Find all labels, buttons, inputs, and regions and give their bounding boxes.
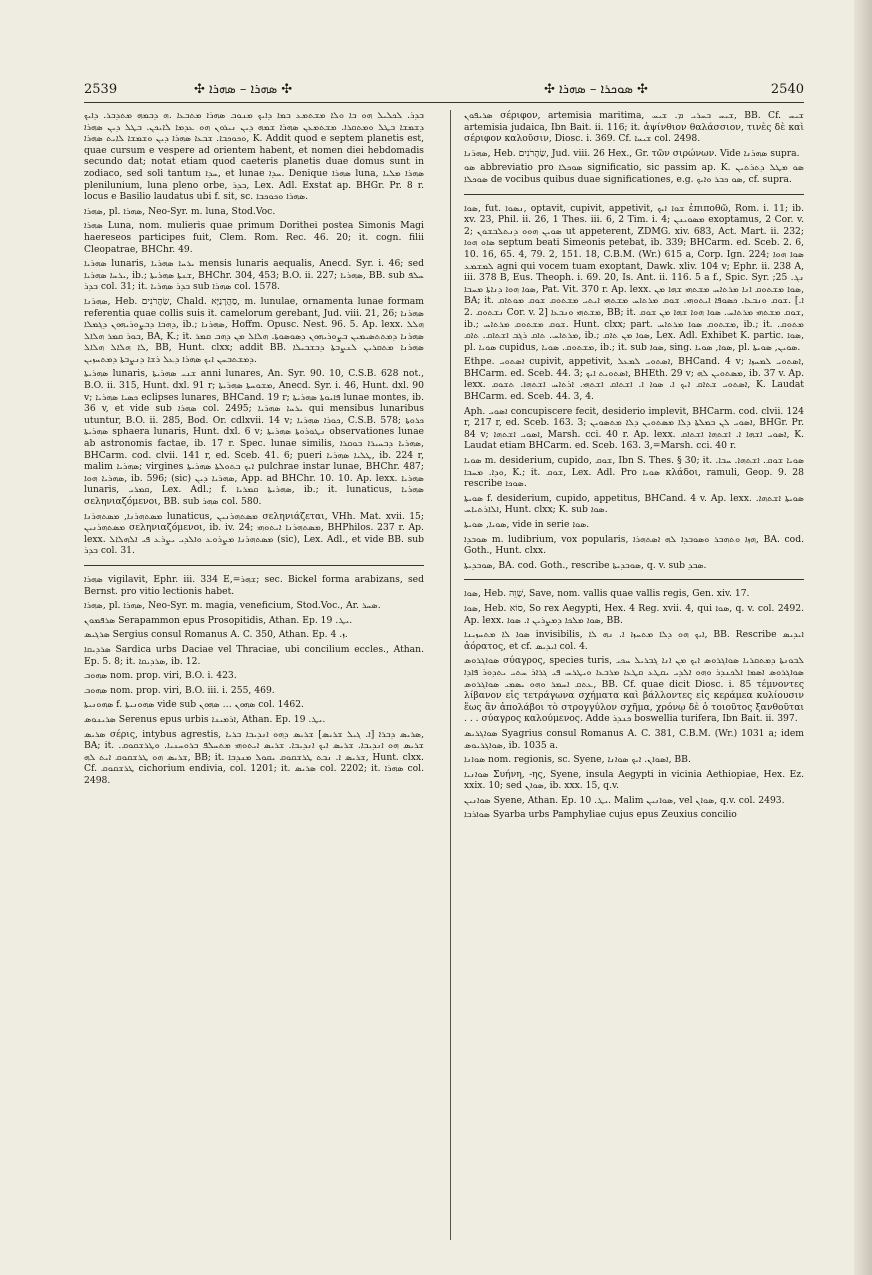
entry: ܣܗܘܒ nom. prop. viri, B.O. i. 423.	[84, 670, 237, 682]
entry: ܣܪܦܡܘܢ Serapammon epus Prosopitidis, Athan. Ep. ܝܛ. 19.	[84, 614, 353, 626]
entry: ܣܘܐܓܪܘܣ σύαγρος, species turis, ܠܒܘܢܬܐ ܕܡܬܩܪܝܐ ܣܘܐܓܪܘܣ ܐܝܟ ܡܢ ܐܢܐ ܓܒܪܝܠ ܚܟܝ ܣܘܐܓܪܘܣ ܐܣܡܐ ܐܠܟܢܕܪ ܘܗܘ ܐܠܕܝ ܝܩܛܥ ܩܛܥܐ ܡܪܒܥܐ ܘܝܛܪܚ ܦܝ ܓܪܐܪ ܚܬܝ ܝܬܕܘܪ ܦܐܕܐ ܥܬܩ ܐܚܡܪ ܘܗܘ ܝܣܡܝ ܣܘܐܓܪܘܣ, BB. Cf. quae dicit Diosc. i. 85 τέμνοντες λίβανον εἰς τετράγωνα σχήματα καὶ βάλλοντες εἰς κεράμεα κυλίουσιν ἕως ἂν ἀπολάβοι τὸ στρογγύλον σχῆμα, χρόνῳ δὲ ὁ τοιοῦτος ξανθοῦται . . . σύαγρος καλούμενος. Adde ܟܢܕܪ boswellia turifera, Ibn Bait. ii. 397.	[464, 655, 804, 725]
entry: ܣܘܝܐ, ܣܘܝܬܐ, vide in serie ܣܘܐ.	[464, 519, 590, 530]
entry: ܣܗܪܝܐ lunaris, ܝܪܚܐ ܣܗܪܝܐ mensis lunaris aequalis, Anecd. Syr. i. 46; sed ܝܪܚܐ ܣܗܪܝܐ, ib.; ܫܢܬܐ ܣܗܪܝܬܐ, BHChr. 304, 453; B.O. ii. 227; ܣܗܪܝܐ, BB. sub ܚܠܦ ܒܕܪ col. 31; it. ܒܕܪ ܣܗܪܝܐ sub ܣܗܪܐ col. 1578.	[84, 258, 424, 293]
entry: ܣܘܐ ܠܐ ܡܬܚܙܝܢܐ invisibilis, ܐܝܟ ܗܘ ܕܠܐ ܡܬܚܙܐ ܐ. ܢܗ ܠܐ, BB. Rescribe ܐܝܕܝܣ ἀόρατος, et cf. ܐܝܕܝܣ col. 4.	[464, 629, 805, 652]
section-rule	[84, 565, 424, 566]
entry: ܡܣܬܗܪܢܐ, ܡܣܬܗܪܢܐ lunaticus, ܡܣܬܗܪܢܝܢ σεληνιάζεται, VHh. Mat. xvii. 15; ܡܣܬܗܪܢܝܢ σεληνιαζόμενοι, ib. iv. 24; ܡܣܬܗܪܢܐ ܐܝܬܘܗܝ, BHPhilos. 237 r. Ap. lexx. ܡܣܬܗܪܢܐ ܡܨܪܘܥ ܘܐܠܕܝ ܝܨܪܥ ܦܝ ܐܠܗܠܐܠ (sic), Lex. Adl., et vide BB. sub ܒܕܪ col. 31.	[84, 510, 424, 557]
left-column	[84, 110, 424, 789]
entry: ܣܗܪܐ, pl. ܣܗܪܐ, Neo-Syr. m. magia, veneficium, Stod.Voc., Ar. ܣܚܪ.	[84, 600, 381, 612]
entry: ܣܪܕܝܩܐ Sardica urbs Daciae vel Thraciae, ubi concilium eccles., Athan. Ep. 5. 8; it. ܣܪܕܝܩܐ, ib. 12.	[84, 643, 424, 667]
entry: ܣܘܐܢܝܢ Syene, Athan. Ep. ܝܛ. 10. Malim ܣܘܐܢܝܢ, vel ܣܘܐܢ, q.v. col. 2493.	[464, 794, 785, 806]
entry: Ethpe. ܐܣܬܘܝ cupivit, appetivit, ܐܣܬܘܝ ܠܡܥܠ, BHCand. 4 v; ܐܣܬܘܝ ܠܡܚܙܐ, BHCarm. ed. Sceb. 44. 3; ܐܣܬܘܝܬ ܐܝܟ, BHEth. 29 v; ܡܣܬܘܝܢ ܠܗ, ib. 37 v. Ap. lexx. ܐܣܬܘܝ ܫܬܐܩ ܐܝܟ ܐ. ܣܘܐ ܐ. ܐܫܬܐܩ ܐܫܬܗܝ. ܐܪܬܐܚ ܐܫܬܗܐ. ܬܫܘܩ, K. Laudat BHCarm. ed. Sceb. 44. 3, 4.	[464, 356, 804, 403]
entry: ܣܗܘܢܝܬܐ f. ܣܗܘܢܝܬܐ vide sub ܣܗܘܢ … ܣܗܘܢ col. 1462.	[84, 699, 304, 711]
entry: ܣܘܒܕܐ m. ludibrium, vox popularis, ܗܙܐ ܘܬܗܒܪ ܘܣܘܒܕܐ ܠܗ ܐܣܬܗܪܐ, BA. cod. Goth., Hunt. clxx.	[464, 533, 804, 557]
page-number-left: 2539	[84, 82, 118, 97]
running-title-right: ✣ ܣܘܟܪܐ – ܣܗܪܐ ✣	[544, 82, 648, 97]
entry: ܣܗܪܢܐ, Heb. שַׂהֲרֹנִים, Jud. viii. 26 Hex., Gr. τῶν σιρώνων. Vide ܣܗܪܢܐ supra.	[464, 147, 800, 159]
entry: ܣܪܓܝܣ Sergius consul Romanus A. C. 350, Athan. Ep. ܙ. 4.	[84, 629, 348, 641]
entry: ܣܘܐܢܐ nom. regionis, sc. Syene, ܐܣܘܐܢ. ܐܝܟ ܣܘܐܢܐ, BB.	[464, 754, 691, 766]
entry: ܣܗܪܐ vigilavit, Ephr. iii. 334 E,=ܫܗܪ; sec. Bickel forma arabizans, sed Bernst. pro vitio lectionis habet.	[84, 573, 424, 597]
entry: ܣܗܘܒ nom. prop. viri, B.O. iii. i. 255, 469.	[84, 684, 275, 696]
section-rule	[464, 579, 804, 580]
entry: ܣܘܐ, fut. ܢܣܘܐ, optavit, cupivit, appetivit, ܫܘܐ ܐܝܟ ἐπιποθῶ, Rom. i. 11; ib. xv. 23, Phil. ii. 26, 1 Thes. iii. 6, 2 Tim. i. 4; ܡܣܘܝܢܢ exoptamus, 2 Cor. v. 2; ܣܘܝܢ ܗܘܘ ܕܢܬܠܒܫܘܢ ut appeterent, ZDMG. xiv. 683, Act. Mart. ii. 232; ܣܐܘ ܗܘܐ septum beati Simeonis petebat, ib. 339; BHCarm. ed. Sceb. 2. 6, 10. 16, 65. 4, 79. 2, 151. 18, C.B.M. (Wr.) 615 a, Corp. Ign. 224; ܣܘܐ ܗܘܐ ܠܡܫܡܥ agni qui vocem tuam exoptant, Dawk. xliv. 104 v; Ephr. ii. 238 A, iii. 378 B, Eus. Theoph. i. 69. 20, Is. Ant. ii. 116. 5 a f., Spic. Syr. ܢܓ. 25; ܣܘܐ ܗܘܐ ܕܢܐܬܐ ܡܚܒܐ, Pat. Vit. 370 r. Ap. lexx. ܣܘܐ ܡܫܬܘܩ ܐܢܐ ܡܪܬܐܚ ܡܫܬܗܝ ܫܗܐ ܡܢ, BA; it. ܫܘܩ ܘܢܒܥܐ. ܟܣܘܦܐ ܐܝܬܘܗܝ. ܫܘܩ ܡܪܬܐܚ ܡܫܬܗܝ ܐܝܬܝ ܡܫܬܘܩ ܫܘܩ ܡܘܬܐܩ. [ܐ. ܢܫܬܘܩ .2 Cor. v. 2] ܡܫܬܗܝ ܘܢܒܥܐ, BB; it. ܫܘܩ ܡܫܬܗܝ ܡܪܬܐܚ. ܣܘܐ ܗܘܐ ܫܗܐ ܡܢ ܫܘܩ, ib.; ܫܘܩ ܡܫܬܘܩ ܡܪܬܐܚ. Hunt. clxx; part. ܡܫܬܘܩ ܣܘܐ ܡܪܬܐܚ, ib.; it. ܡܬܘܩ. ܡܪܬܐܚ. ܬܐܩ ܪܓܒ ܐܫܬܐܩ. ܬܐܩ, ib.; ܣܘܐ ܡܢ ܬܐܩ, Lex. Adl. Exhibet K. partic. ܣܘܐ, pl. ܣܘܝܐ cupidus, ܡܫܬܘܩ. ܣܘܝܐ, ib.; it. sub ܣܘܐ, sing. ܣܘܐ, ܣܘܝܐ, pl. ܣܘܝܢ, ܣܘܝܬܐ.	[464, 202, 805, 353]
section-rule	[464, 194, 804, 195]
entry: ܣܘܐܪܒܐ Syarba urbs Pamphyliae cujus epus Zeuxius concilio	[464, 809, 737, 821]
page-number-right: 2540	[770, 82, 804, 97]
running-title-left: ✣ ܣܗܪܐ – ܣܗܪܐ ✣	[194, 82, 293, 97]
entry: ܣܘ abbreviatio pro ܣܘܟܠܐ significatio, sic passim ap. K. ܣܘ ܡܛܠ ܕܬܪܬܝܢ ܣܘܟܠܐ de vocibus quibus duae significationes, e.g. ܣܘ ܟܒܪ ܘܐܝܟ, cf. supra.	[464, 162, 804, 185]
entry: ܣܪܝܢܘܣ Serenus epus urbis ܐܪܡܝܢܐ, Athan. Ep. ܝܛ. 19.	[84, 713, 326, 725]
entry: ܣܘܝܐ m. desiderium, cupido, ܫܘܩ, Ibn S. Thes. § 30; it. ܣܘܝܐ ܫܘܩ. ܐܫܬܗܐ. ܚܒܐ. ܘܕܐ. ܡܚܒܐ, K.; it. ܫܘܩ, Lex. Adl. Pro ܣܘܝܐ κλάδοι, ramuli, Geop. 9. 28 rescribe ܣܘܟܐ.	[464, 455, 804, 490]
column-divider	[450, 110, 451, 1240]
entry: ܣܘܐ, Heb. שָׁוֵה, Save, nom. vallis quae vallis regis, Gen. xiv. 17.	[464, 588, 750, 600]
entry: Aph. ܐܣܘܝ concupiscere fecit, desiderio implevit, BHCarm. cod. clvii. 124 r, 217 r, ed. Sceb. 163. 3; ܐܣܘܝ ܠܢ ܒܡܠܬܐ ܕܠܐ ܡܣܬܘܝܢ ܕܠܐ ܡܬܣܘܝܢ, BHGr. Pr. 84 v; ܐܣܘܝ ܐܫܬܗܐ, Marsh. cci. 40 r. Ap. lexx. ܐܣܘܝ ܐܫܗܐ ܐ. ܐܫܬܗܐ ܐܫܬܐܩ, K. Laudat etiam BHCarm. ed. Sceb. 163. 3,=Marsh. cci. 40 r.	[464, 405, 805, 452]
entry: ܣܘܐܓܪܝܣ Syagrius consul Romanus A. C. 381, C.B.M. (Wr.) 1031 a; idem ܣܘܐܓܪܝܘܣ, ib. 1035 a.	[464, 727, 804, 751]
entry: ܣܪܝܦܘܢ σέριφον, artemisia maritima, ܫܝܚ ܒܚܪܝ ܡ. ܫܝܚ, BB. Cf. ܫܝܚ artemisia judaica, Ibn Bait. ii. 116; it. ἀψίνθιον θαλάσσιον, τινὲς δὲ καὶ σέριφον καλοῦσιν, Diosc. i. 369. Cf. ܫܝܚܐ col. 2498.	[464, 110, 804, 145]
entry: ܣܗܪܢܐ, Heb. שַׂהֲרֹנִים, Chald. סַהֲרָנַיָּא, m. lunulae, ornamenta lunae formam referentia quae collis suis it. camelorum gerebant, Jud. viii. 21, 26; ܣܗܪܢܐ ܕܗܒܐ ܕܒܨܘܪܝܗܘܢ ܕܓܡܠܐ, ib.; ܣܗܪܢܐ, Hoffm. Opusc. Nest. 96. 5. Ap. lexx. ܗܠܠ ܒܘܪ ܩܡܪ ܗܠܐܠ, BA, K.; it. ܣܗܪܢܐ ܕܡܬܬܣܝܡܝܢ ܒܨܘܪܝܗܘܢ ܕܣܘܣܘܬܐ. ܗܠܐܠ ܡܢ ܕܗܒ ܩܡܪ ܠܐ ܗܠܐܠ ܗܠܐܠ, BB, Hunt. clxx; addit BB. ܣܗܪܢܐ ܡܬܩܪܝܢ ܠܢܨܒܬܐ ܕܒܫܒܝܠܐ ܕܡܫܬܒܚܢ ܐܝܟ ܣܗܪܐ ܕܥܠ ܪܫܐ ܕܢܨܒܬܐ ܕܡܬܚܙܝܢ.	[84, 295, 424, 365]
entry: ܣܘܐ, Heb. סוֹא, So rex Aegypti, Hex. 4 Reg. xvii. 4, qui ܣܘܐ, q. v. col. 2492. Ap. lexx. ܣܘܐ ܡܠܟܐ ܕܡܨܪܝܢ ܐ. ܣܘܐ, BB.	[464, 602, 804, 626]
entry: ܣܘܒܕܝܬܐ, BA. cod. Goth., rescribe ܣܘܒܕܝܬܐ, q. v. sub ܣܒܕ.	[464, 559, 707, 571]
entry: ܣܪܝܣ σέρις, intybus agrestis, ܣܪܝܣ ܕܒܪܐ [ܐ. ܓܝܠ ܫܪܝܣ] ܫܪܝܣ ܕܗܘ ܐܢܕܝܒܐ ܒܪܝܐ, BA; it. ܫܪܝܣ ܗܘ ܐܢܕܝܒܐ. ܫܪܝܣ ܐܝܟ ܐܢܕܝܒܐ. ܫܪܝܣ ܐܝܬܘܗܝ ܡܬܚܠܦ ܒܪܘܚܢܝܐ. ܘܛܪܫܩܘܩ. ܫܪܝܣ ܗܘ ܛܪܫܩܘܩ ܐܝܬ ܠܗ, BB; it. ܫܪܝܣ ܐ. ܢܒܬ ܛܪܫܩܘܩ ܝܩܘܠ ܡܢܕܒܐ, Hunt. clxx. Cf. ܛܪܫܩܘܩ cichorium endivia, col. 1201; it. ܣܪܝܣ col. 2202; it. ܣܗܪܐ col. 2498.	[84, 728, 425, 786]
entry: ܒܕܪ. ܠܟܠܝܠ ܗܘ ܒܐ ܘܠܐ ܡܫܬܡܥ ܒܡܐ ܕܐܝܟ ܡܢܘܒ ܣܗܪܐ ܡܬܒܥܐ .ܗ ܕܒܡܗ ܡܬܕܒܪ. ܕܐܝܟ ܕܫܡܫܐ ܒܛܠ ܘܡܬܩܪܐ. ܡܫܬܡܥܢ ܣܗܪܐ ܫܡܗ ܕܝܢ ܢܝܪܘܢ ܗܘ ܥܕܡܐ ܠܐܝܟܢ. ܒܛܠ ܕܝܢ ܣܗܪܐ ܘܟܘܟܒܐ. ܫܒܥܐ ܣܗܪܐ ܕܝܢ ܘܫܡܫܐ ܠܐܝܬ ܣܗܪܐ, K. Addit quod e septem planetis est, quae cursum e vespere ad orientem habent, et nomen diei hebdomadis secundo dat; notat etiam quod caeteris planetis duae domus sunt in zodiaco, sed soli tantum ܚܕܐ, et lunae ܚܕܐ. Denique ܣܗܪܐ luna, ܣܗܪܐ ܡܠܝܐ plenilunium, luna pleno orbe, ܒܕܪ, Lex. Adl. Exstat ap. BHGr. Pr. 8 r. locus e Basilio laudatus ubi f. sit, sc. ܣܗܪܐ ܘܟܘܟܒܐ.	[84, 110, 425, 203]
entry: ܣܗܪܐ Luna, nom. mulieris quae primum Dorithei postea Simonis Magi haereseos participes fuit, Clem. Rom. Rec. 46. 20; it. cogn. filii Cleopatrae, BHChr. 49.	[84, 220, 424, 255]
header-rule	[84, 102, 804, 103]
entry: ܣܗܪܐ, pl. ܣܗܪܐ, Neo-Syr. m. luna, Stod.Voc.	[84, 205, 276, 217]
entry: ܣܘܝܬܐ f. desiderium, cupido, appetitus, BHCand. 4 v. Ap. lexx. ܣܘܝܬܐ ܐܫܬܗܐ. ܐܠܐܪܬܝܐܚ, Hunt. clxx; K. sub ܣܘܐ.	[464, 492, 804, 516]
entry: ܣܗܪܝܬܐ lunaris, ܫܢܝ ܣܗܪܝܬܐ anni lunares, An. Syr. 90. 10, C.S.B. 628 not., B.O. ii. 315, Hunt. dxl. 91 r; ܡܫܘܚܬܐ ܣܗܪܝܬܐ, Anecd. Syr. i. 46, Hunt. dxl. 90 v; ܟܣܝܐ ܣܗܪܝܐ eclipses lunares, BHCand. 19 r; ܦܐܝܘܬܐ ܣܗܪܝܬܐ lunae montes, ib. 36 v, et vide sub ܣܗܪܐ col. 2495; ܝܪܚܐ ܣܗܪܝܐ qui mensibus lunaribus utuntur, B.O. ii. 285, Bod. Or. cdlxvii. 14 v; ܟܘܪܐ ܣܗܪܝܐ, C.S.B. 578; ܟܪܘܬܐ ܣܗܪܝܬܐ sphaera lunaris, Hunt. dxl. 6 v; ܢܛܘܪܘܬܐ ܣܗܪܝܬܐ observationes lunae ab astronomis factae, ib. 17 r. Spec. lunae similis, ܣܗܪܝܐ ܕܒܚܝܪܐ ܒܘܩܪܐ, BHCarm. cod. clvii. 141 r, ed. Sceb. 41. 6; pueri ܛܠܝܐ ܣܗܪܝܐ, ib. 224 r, malim ܣܗܪܝܐ; virgines ܐܝܟ ܒܬܘܠܬܐ ܣܗܪܝܬܐ pulchrae instar lunae, BHChr. 487; ܣܗܪܝܐ ܗܘܐ, ib. 596; (sic) ܣܗܪܝܐ ܕܝܢ, App. ad BHChr. 10. 10. Ap. lexx. ܣܗܪܝܐ lunaris, ܩܡܪܝ, Lex. Adl.; f. ܣܗܪܝܬܐ ܩܡܪܝܐ, ib.; it. lunaticus, ܣܗܪܝܐ σεληνιαζόμενοι, BB. sub ܣܗܪ col. 580.	[84, 368, 424, 507]
running-head	[84, 82, 804, 104]
entry: ܣܘܐܢܝܐ Συήνη, -ης, Syene, insula Aegypti in vicinia Aethiopiae, Hex. Ez. xxix. 10; sed ܣܘܐܢ, ib. xxx. 15, q.v.	[464, 768, 804, 792]
book-edge-shadow	[854, 0, 872, 1275]
right-column	[464, 110, 804, 824]
